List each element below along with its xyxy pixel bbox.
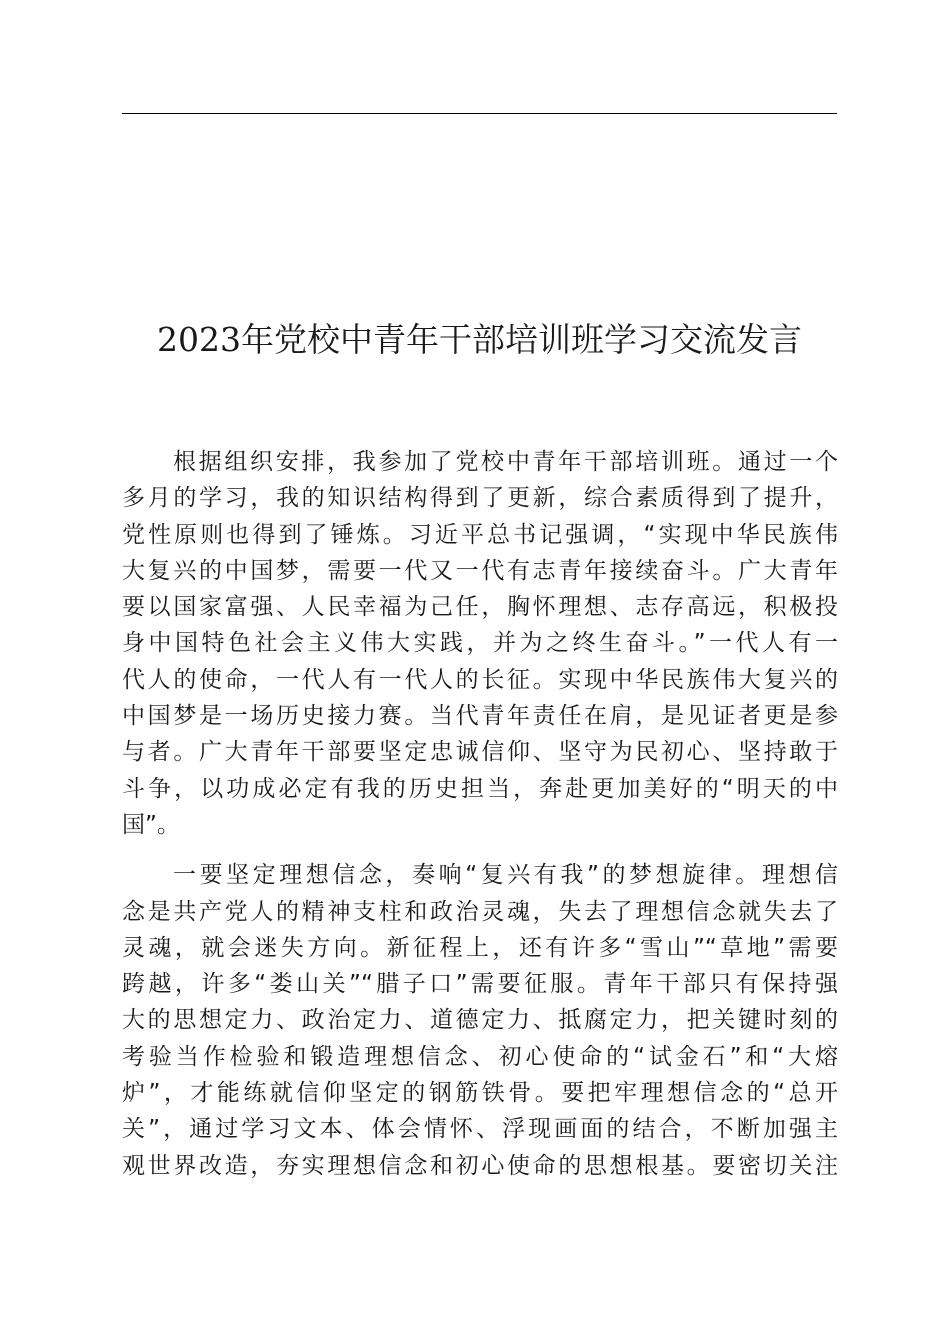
text-line: 炉”，才能练就信仰坚定的钢筋铁骨。要把牢理想信念的“总开	[122, 1080, 838, 1107]
header-rule	[122, 113, 837, 114]
text-line: 大复兴的中国梦，需要一代又一代有志青年接续奋斗。广大青年	[122, 557, 838, 584]
text-line: 一要坚定理想信念，奏响“复兴有我”的梦想旋律。理想信	[173, 862, 838, 889]
text-line: 中国梦是一场历史接力赛。当代青年责任在肩，是见证者更是参	[122, 703, 838, 730]
text-line: 身中国特色社会主义伟大实践，并为之终生奋斗。”一代人有一	[122, 630, 838, 657]
text-line: 斗争，以功成必定有我的历史担当，奔赴更加美好的“明天的中	[122, 775, 838, 802]
text-line: 多月的学习，我的知识结构得到了更新，综合素质得到了提升，	[122, 485, 838, 512]
text-line: 大的思想定力、政治定力、道德定力、抵腐定力，把关键时刻的	[122, 1007, 838, 1034]
text-line: 要以国家富强、人民幸福为己任，胸怀理想、志存高远，积极投	[122, 594, 838, 621]
document-title: 2023年党校中青年干部培训班学习交流发言	[157, 320, 802, 359]
paragraph-2	[122, 857, 838, 1184]
text-line: 根据组织安排，我参加了党校中青年干部培训班。通过一个	[173, 449, 838, 475]
paragraph-1	[122, 444, 838, 843]
text-line: 观世界改造，夯实理想信念和初心使命的思想根基。要密切关注	[122, 1152, 838, 1179]
text-line: 与者。广大青年干部要坚定忠诚信仰、坚守为民初心、坚持敢于	[122, 739, 838, 766]
text-line: 考验当作检验和锻造理想信念、初心使命的“试金石”和“大熔	[122, 1043, 838, 1070]
text-line: 党性原则也得到了锤炼。习近平总书记强调，“实现中华民族伟	[122, 521, 838, 548]
text-line: 灵魂，就会迷失方向。新征程上，还有许多“雪山”“草地”需要	[122, 934, 838, 961]
text-line: 关”，通过学习文本、体会情怀、浮现画面的结合，不断加强主	[122, 1116, 838, 1143]
text-line: 国”。	[122, 811, 180, 838]
document-body	[122, 444, 838, 1184]
text-line: 念是共产党人的精神支柱和政治灵魂，失去了理想信念就失去了	[122, 898, 838, 925]
text-line: 跨越，许多“娄山关”“腊子口”需要征服。青年干部只有保持强	[122, 971, 838, 998]
text-line: 代人的使命，一代人有一代人的长征。实现中华民族伟大复兴的	[122, 666, 838, 693]
